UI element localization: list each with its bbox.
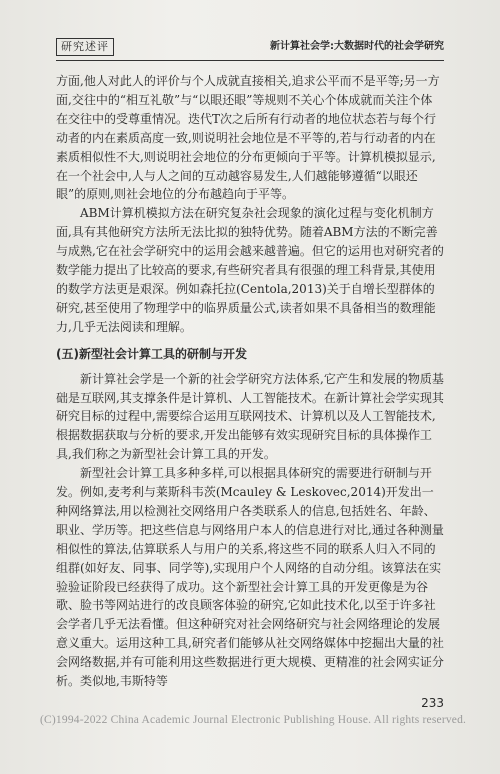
- copyright-watermark: (C)1994-2022 China Academic Journal Electronic Publishing House. All rights reserved.: [40, 714, 467, 726]
- running-title: 新计算社会学:大数据时代的社会学研究: [270, 41, 444, 52]
- article-body: [56, 72, 444, 691]
- paragraph-1: 方面,他人对此人的评价与个人成就直接相关,追求公平而不是平等;另一方面,交往中的“相互礼敬”与“以眼还眼”等规则不关心个体成就而关注个体在交往中的受尊重情况。迭代T次之后所有行动者的地位状态若与每个行动者的内在素质高度一致,则说明社会地位是不平等的,若与行动者的内在素质相似性不大,则说明社会地位的分布更倾向于平等。计算机模拟显示,在一个社会中,人与人之间的互动越容易发生,人们越能够遵循“以眼还眼”的原则,则社会地位的分布越趋向于平等。: [56, 74, 440, 202]
- column-tag: 研究述评: [56, 38, 114, 56]
- paragraph-3: 新计算社会学是一个新的社会学研究方法体系,它产生和发展的物质基础是互联网,其支撑条件是计算机、人工智能技术。在新计算社会学实现其研究目标的过程中,需要综合运用互联网技术、计算机以及人工智能技术,根据数据获取与分析的要求,开发出能够有效实现研究目标的具体操作工具,我们称之为新型社会计算工具的开发。: [56, 371, 444, 462]
- page-number: 233: [421, 696, 444, 710]
- page-header: [56, 38, 444, 61]
- paragraph-4: 新型社会计算工具多种多样,可以根据具体研究的需要进行研制与开发。例如,麦考利与莱斯科韦茨(Mcauley & Leskovec,2014)开发出一种网络算法,用以检测社交网络用户各类联系人的信息,包括姓名、年龄、职业、学历等。把这些信息与网络用户本人的信息进行对比,通过各种测量相似性的算法,估算联系人与用户的关系,将这些不同的联系人归入不同的组群(如好友、同事、同学等),实现用户个人网络的自动分组。该算法在实验验证阶段已经获得了成功。这个新型社会计算工具的开发更像是为谷歌、脸书等网站进行的改良顾客体验的研究,它如此技术化,以至于许多社会学者几乎无法看懂。但这种研究对社会网络研究与社会网络理论的发展意义重大。运用这种工具,研究者们能够从社交网络媒体中挖掘出大量的社会网络数据,并有可能利用这些数据进行更大规模、更精准的社会网实证分析。类似地,韦斯特等: [56, 466, 444, 689]
- section-heading: (五)新型社会计算工具的研制与开发: [56, 346, 247, 361]
- paragraph-2: ABM计算机模拟方法在研究复杂社会现象的演化过程与变化机制方面,具有其他研究方法所无法比拟的独特优势。随着ABM方法的不断完善与成熟,它在社会学研究中的运用会越来越普遍。但它的运用也对研究者的数学能力提出了比较高的要求,有些研究者具有很强的理工科背景,其使用的数学方法更是艰深。例如森托拉(Centola,2013)关于自增长型群体的研究,甚至使用了物理学中的临界质量公式,读者如果不具备相当的数理能力,几乎无法阅读和理解。: [56, 206, 444, 334]
